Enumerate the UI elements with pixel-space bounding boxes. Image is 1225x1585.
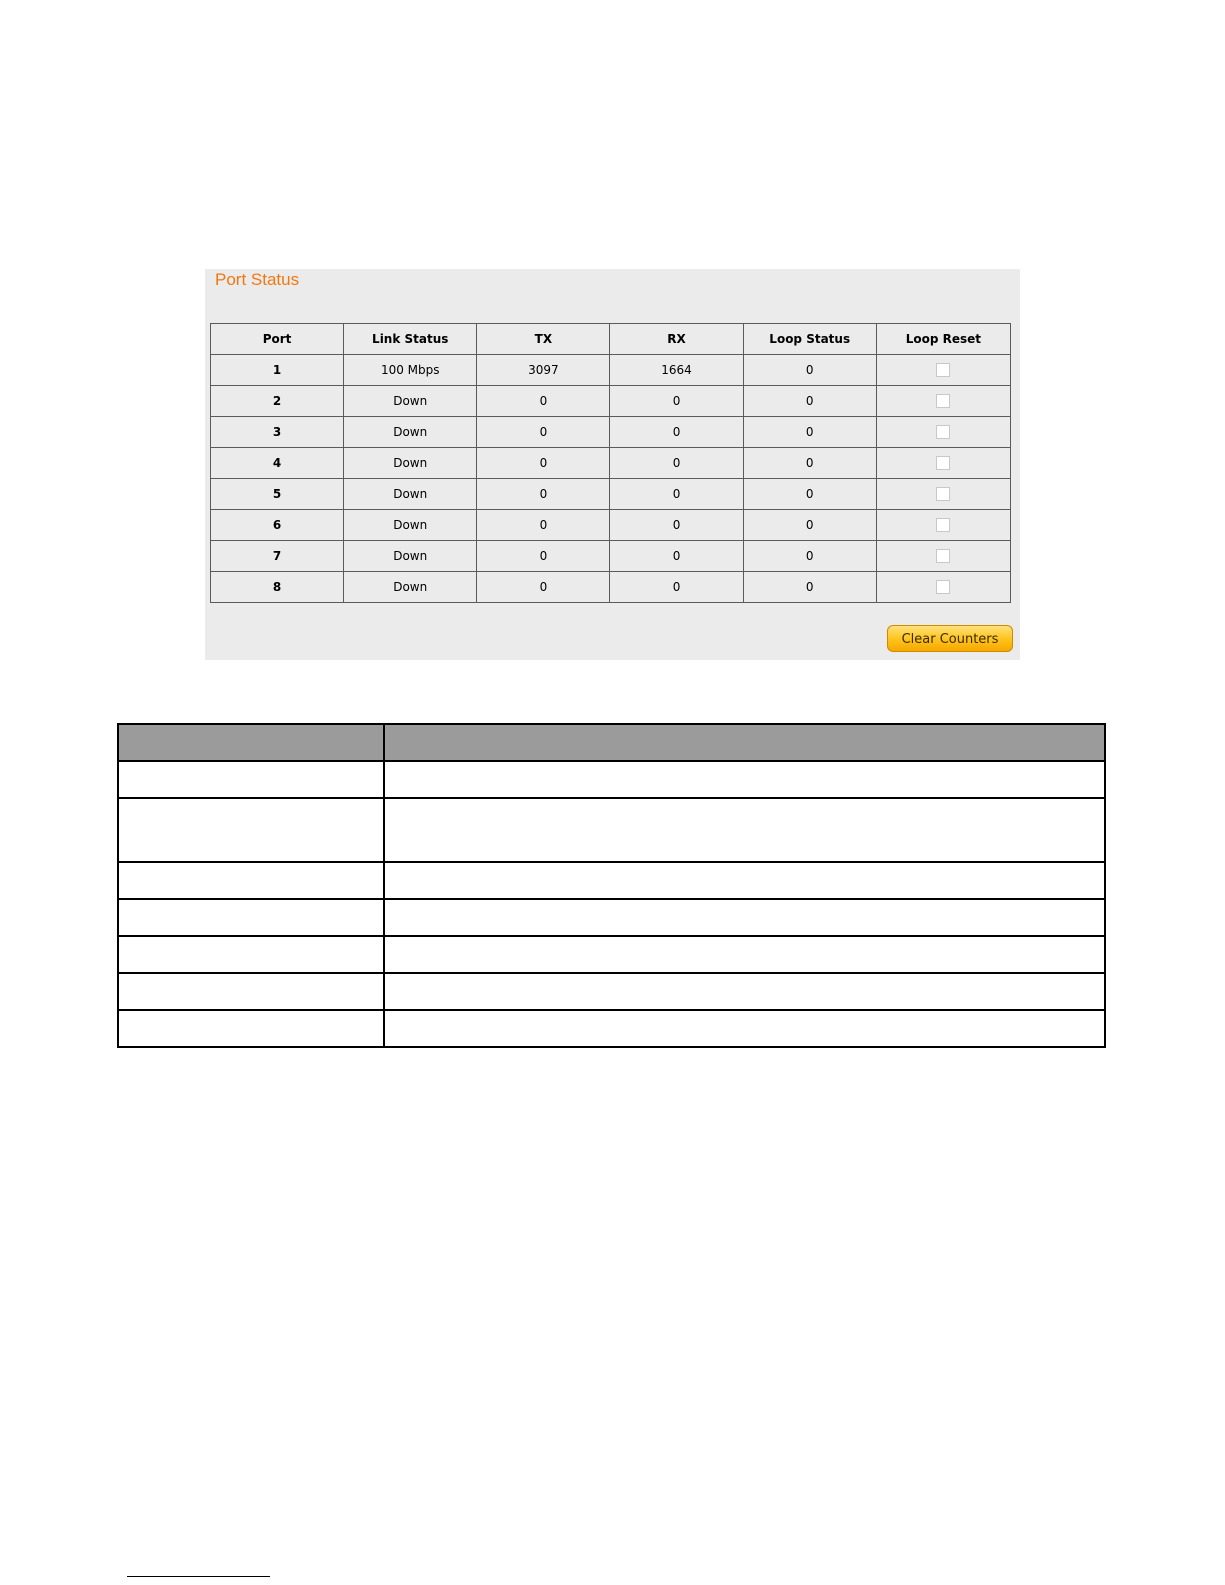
loop-reset-cell [876, 417, 1010, 448]
rx-cell: 0 [610, 448, 743, 479]
description-row [118, 899, 1105, 936]
tx-cell: 0 [477, 417, 610, 448]
tx-cell: 0 [477, 479, 610, 510]
port-cell: 7 [211, 541, 344, 572]
link-status-cell: Down [344, 448, 477, 479]
loop-status-cell: 0 [743, 510, 876, 541]
rx-cell: 0 [610, 541, 743, 572]
loop-reset-cell [876, 448, 1010, 479]
description-cell [118, 862, 384, 899]
tx-cell: 0 [477, 448, 610, 479]
description-header-cell [118, 724, 384, 761]
table-row [211, 572, 1011, 603]
loop-reset-checkbox[interactable] [936, 518, 950, 532]
table-row [211, 541, 1011, 572]
description-cell [384, 798, 1105, 862]
description-row [118, 1010, 1105, 1047]
description-row [118, 798, 1105, 862]
description-row [118, 862, 1105, 899]
loop-reset-cell [876, 479, 1010, 510]
loop-status-cell: 0 [743, 355, 876, 386]
description-cell [118, 761, 384, 798]
table-row [211, 448, 1011, 479]
port-status-panel [205, 269, 1020, 660]
description-cell [118, 798, 384, 862]
link-status-cell: Down [344, 541, 477, 572]
link-status-cell: Down [344, 479, 477, 510]
port-cell: 2 [211, 386, 344, 417]
description-cell [384, 973, 1105, 1010]
loop-reset-checkbox[interactable] [936, 425, 950, 439]
description-cell [384, 899, 1105, 936]
tx-cell: 0 [477, 572, 610, 603]
loop-reset-cell [876, 386, 1010, 417]
tx-cell: 0 [477, 510, 610, 541]
column-header-link-status: Link Status [344, 324, 477, 355]
description-cell [384, 1010, 1105, 1047]
table-row [211, 510, 1011, 541]
panel-title: Port Status [215, 270, 300, 289]
loop-reset-cell [876, 510, 1010, 541]
description-header-row [118, 724, 1105, 761]
rx-cell: 0 [610, 417, 743, 448]
loop-status-cell: 0 [743, 479, 876, 510]
description-cell [118, 973, 384, 1010]
link-status-cell: 100 Mbps [344, 355, 477, 386]
port-cell: 6 [211, 510, 344, 541]
link-status-cell: Down [344, 572, 477, 603]
description-cell [384, 936, 1105, 973]
table-row [211, 479, 1011, 510]
loop-reset-checkbox[interactable] [936, 487, 950, 501]
table-header-row [211, 324, 1011, 355]
link-status-cell: Down [344, 417, 477, 448]
link-status-cell: Down [344, 386, 477, 417]
link-status-cell: Down [344, 510, 477, 541]
loop-status-cell: 0 [743, 448, 876, 479]
description-cell [118, 1010, 384, 1047]
column-header-tx: TX [477, 324, 610, 355]
loop-reset-cell [876, 541, 1010, 572]
port-status-table [210, 323, 1011, 603]
description-cell [118, 899, 384, 936]
table-row [211, 417, 1011, 448]
loop-status-cell: 0 [743, 417, 876, 448]
description-table [117, 723, 1106, 1048]
description-row [118, 761, 1105, 798]
rx-cell: 1664 [610, 355, 743, 386]
rx-cell: 0 [610, 510, 743, 541]
description-cell [384, 862, 1105, 899]
description-row [118, 936, 1105, 973]
rx-cell: 0 [610, 386, 743, 417]
description-header-cell [384, 724, 1105, 761]
loop-reset-checkbox[interactable] [936, 580, 950, 594]
column-header-loop-status: Loop Status [743, 324, 876, 355]
loop-status-cell: 0 [743, 572, 876, 603]
table-row [211, 355, 1011, 386]
port-cell: 4 [211, 448, 344, 479]
loop-reset-checkbox[interactable] [936, 456, 950, 470]
tx-cell: 0 [477, 541, 610, 572]
loop-reset-checkbox[interactable] [936, 549, 950, 563]
port-cell: 1 [211, 355, 344, 386]
loop-reset-checkbox[interactable] [936, 394, 950, 408]
loop-reset-checkbox[interactable] [936, 363, 950, 377]
column-header-port: Port [211, 324, 344, 355]
port-cell: 8 [211, 572, 344, 603]
column-header-loop-reset: Loop Reset [876, 324, 1010, 355]
column-header-rx: RX [610, 324, 743, 355]
loop-status-cell: 0 [743, 386, 876, 417]
loop-reset-cell [876, 355, 1010, 386]
port-cell: 5 [211, 479, 344, 510]
description-cell [118, 936, 384, 973]
loop-status-cell: 0 [743, 541, 876, 572]
description-row [118, 973, 1105, 1010]
table-row [211, 386, 1011, 417]
clear-counters-button[interactable]: Clear Counters [887, 625, 1013, 652]
description-cell [384, 761, 1105, 798]
port-cell: 3 [211, 417, 344, 448]
loop-reset-cell [876, 572, 1010, 603]
rx-cell: 0 [610, 479, 743, 510]
tx-cell: 3097 [477, 355, 610, 386]
footnote-separator [127, 1576, 270, 1577]
tx-cell: 0 [477, 386, 610, 417]
rx-cell: 0 [610, 572, 743, 603]
